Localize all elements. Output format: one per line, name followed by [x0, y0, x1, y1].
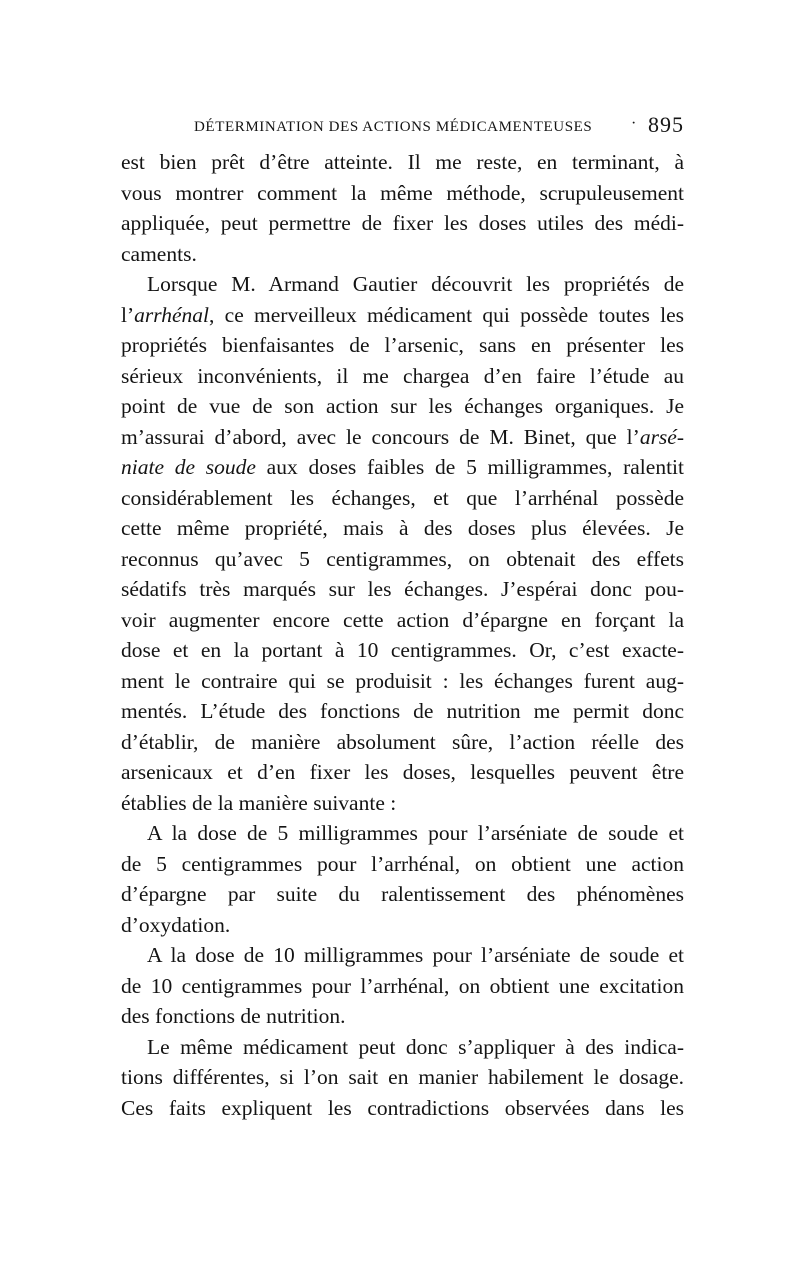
- text-line: dose et en la portant à 10 centigrammes. Or, c’est exacte-: [121, 638, 684, 662]
- running-head: [194, 112, 684, 143]
- text-line: reconnus qu’avec 5 centigrammes, on obtenait des effets: [121, 546, 684, 571]
- text-line: l’arrhénal, ce merveilleux médicament qui possède toutes les: [121, 302, 684, 327]
- italic-term: arrhénal: [134, 302, 210, 327]
- text-line: appliquée, peut permettre de fixer les doses utiles des médi-: [121, 211, 684, 235]
- text-line: caments.: [121, 241, 197, 266]
- text-line: Ces faits expliquent les contradictions observées dans les: [121, 1095, 684, 1120]
- text-line: cette même propriété, mais à des doses plus élevées. Je: [121, 516, 684, 540]
- text-line: d’établir, de manière absolument sûre, l’action réelle des: [121, 729, 684, 754]
- text-line: niate de soude aux doses faibles de 5 milligrammes, ralentit: [121, 455, 684, 479]
- text-line: A la dose de 10 milligrammes pour l’arséniate de soude et: [147, 943, 684, 967]
- text-line: propriétés bienfaisantes de l’arsenic, sans en présenter les: [121, 333, 684, 357]
- text-line: voir augmenter encore cette action d’épargne en forçant la: [121, 607, 684, 632]
- text-line: considérablement les échanges, et que l’arrhénal possède: [121, 485, 684, 510]
- running-head-separator: ·: [631, 115, 637, 132]
- text-line: tions différentes, si l’on sait en manier habilement le dosage.: [121, 1065, 684, 1089]
- text-line: vous montrer comment la même méthode, scrupuleusement: [121, 180, 684, 205]
- text-line: établies de la manière suivante :: [121, 790, 397, 815]
- text-line: mentés. L’étude des fonctions de nutrition me permit donc: [121, 699, 684, 723]
- text-line: d’épargne par suite du ralentissement des phénomènes: [121, 882, 684, 906]
- running-head-title: DÉTERMINATION DES ACTIONS MÉDICAMENTEUSES: [194, 119, 593, 135]
- text-line: de 10 centigrammes pour l’arrhénal, on obtient une excitation: [121, 973, 684, 998]
- text-line: Le même médicament peut donc s’appliquer à des indica-: [147, 1034, 684, 1059]
- text-line: sérieux inconvénients, il me chargea d’en faire l’étude au: [121, 363, 684, 388]
- page-number: 895: [648, 112, 684, 137]
- text-line: ment le contraire qui se produisit : les échanges furent aug-: [121, 668, 684, 693]
- text-line: sédatifs très marqués sur les échanges. J’espérai donc pou-: [121, 577, 684, 601]
- text-line: de 5 centigrammes pour l’arrhénal, on obtient une action: [121, 851, 684, 876]
- text-line: est bien prêt d’être atteinte. Il me reste, en terminant, à: [121, 150, 684, 174]
- body-text: [121, 147, 684, 1120]
- text-line: Lorsque M. Armand Gautier découvrit les propriétés de: [147, 272, 684, 296]
- text-line: arsenicaux et d’en fixer les doses, lesquelles peuvent être: [121, 760, 684, 784]
- italic-term: arsé-: [639, 424, 684, 449]
- text-line: point de vue de son action sur les échanges organiques. Je: [121, 394, 684, 418]
- italic-term: niate de soude: [121, 455, 256, 479]
- text-line: A la dose de 5 milligrammes pour l’arséniate de soude et: [147, 821, 684, 845]
- text-line: des fonctions de nutrition.: [121, 1004, 346, 1028]
- text-line: d’oxydation.: [121, 912, 231, 937]
- text-line: m’assurai d’abord, avec le concours de M. Binet, que l’arsé-: [121, 424, 684, 449]
